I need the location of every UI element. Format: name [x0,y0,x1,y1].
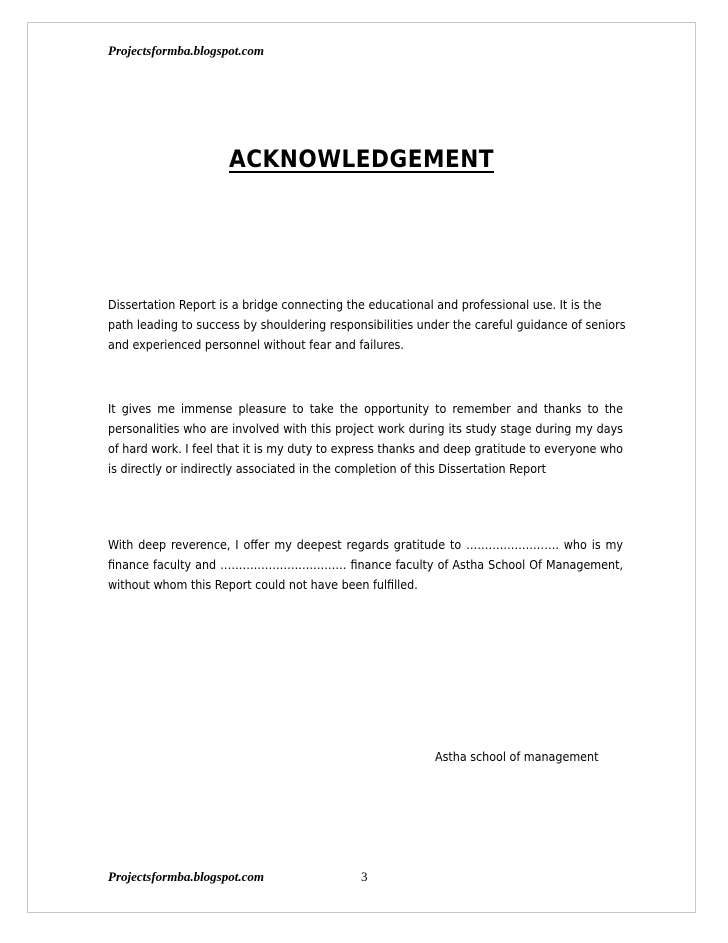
paragraph-intro: Dissertation Report is a bridge connecting the educational and professional use. It is the path leading to success by shouldering responsibilities under the careful guidance of seniors and experienced personnel without fear and failures. [108,297,626,352]
document-page [27,22,696,913]
page-header: Projectsformba.blogspot.com [108,43,264,58]
signature: Astha school of management [435,749,599,764]
page-title: ACKNOWLEDGEMENT [229,145,494,173]
page-footer: Projectsformba.blogspot.com [108,869,264,884]
page-number: 3 [361,869,368,884]
paragraph-gratitude: With deep reverence, I offer my deepest regards gratitude to ……………………. who is my finance faculty and ……………………………. finance faculty of Astha School Of Management, without whom this Report could not have been fulfilled. [108,537,623,592]
paragraph-thanks: It gives me immense pleasure to take the opportunity to remember and thanks to the personalities who are involved with this project work during its study stage during my days of hard work. I feel that it is my duty to express thanks and deep gratitude to everyone who is directly or indirectly associated in the completion of this Dissertation Report [108,401,623,476]
